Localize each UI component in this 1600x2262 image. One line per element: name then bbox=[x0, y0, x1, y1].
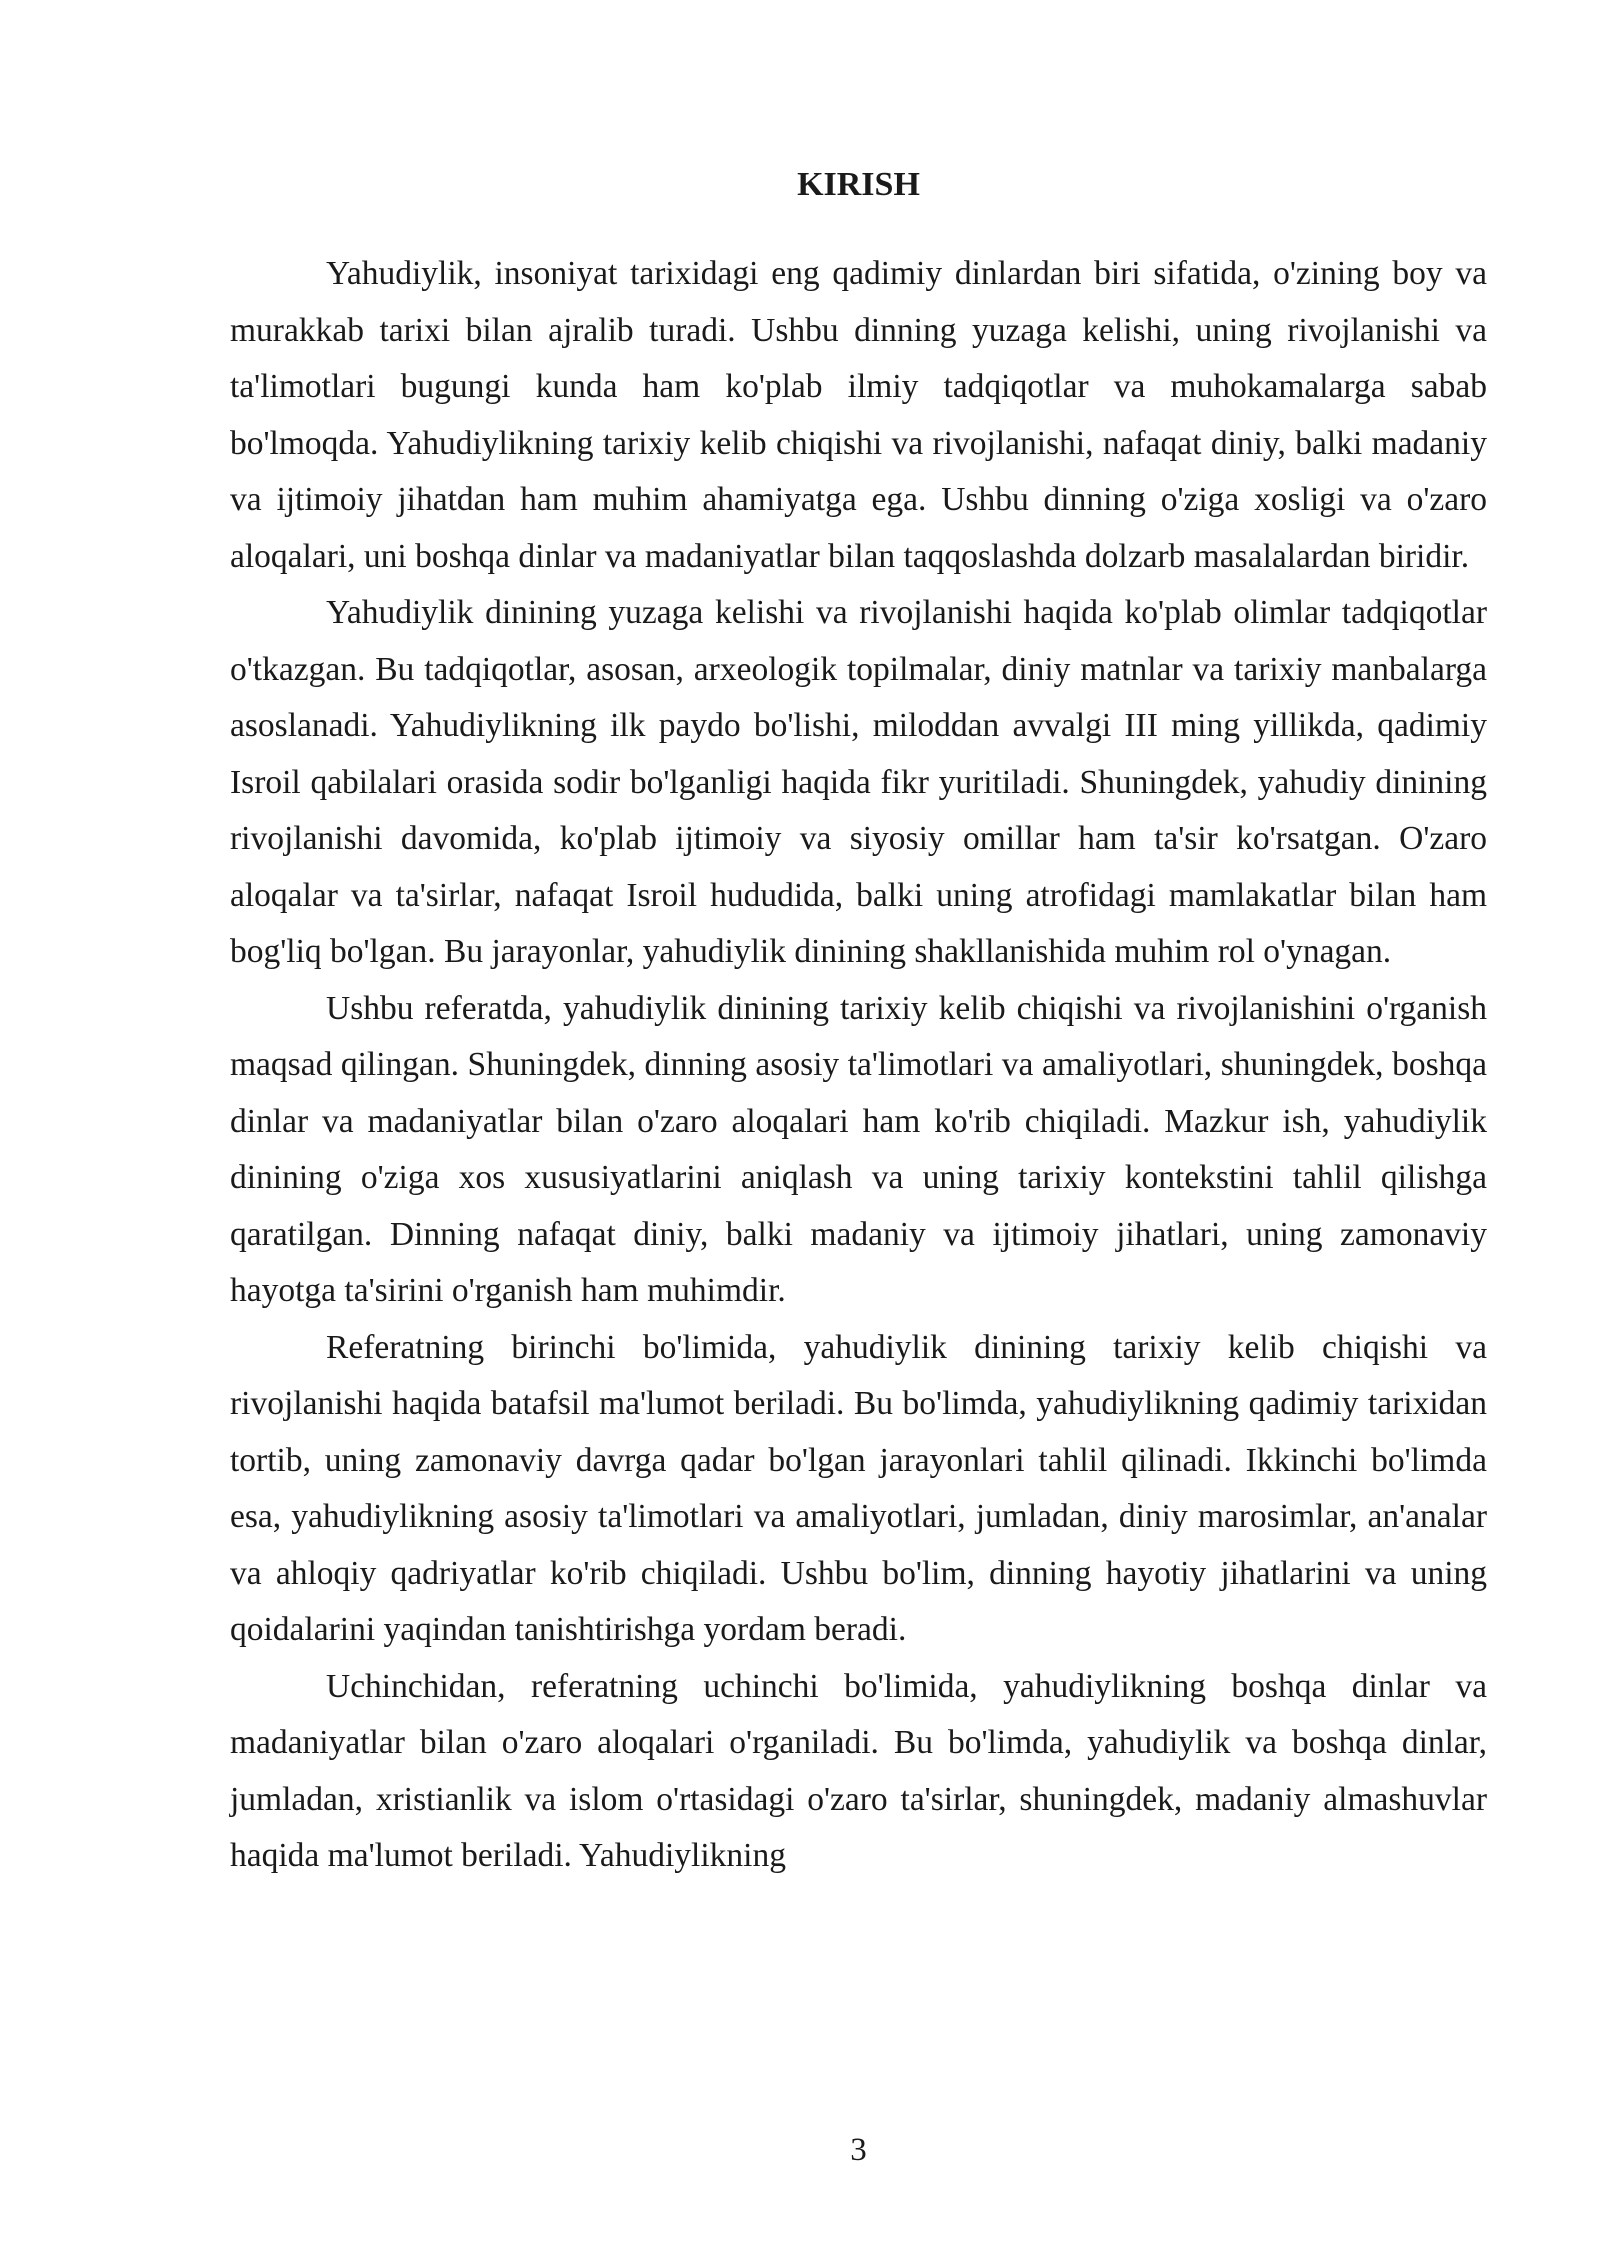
paragraph-1: Yahudiylik, insoniyat tarixidagi eng qadimiy dinlardan biri sifatida, o'zining boy va murakkab tarixi bilan ajralib turadi. Ushbu dinning yuzaga kelishi, uning rivojlanishi va ta'limotlari bugungi kunda ham ko'plab ilmiy tadqiqotlar va muhokamalarga sabab bo'lmoqda. Yahudiylikning tarixiy kelib chiqishi va rivojlanishi, nafaqat diniy, balki madaniy va ijtimoiy jihatdan ham muhim ahamiyatga ega. Ushbu dinning o'ziga xosligi va o'zaro aloqalari, uni boshqa dinlar va madaniyatlar bilan taqqoslashda dolzarb masalalardan biridir. bbox=[230, 255, 1487, 575]
document-page bbox=[230, 0, 1487, 2262]
body-text bbox=[230, 246, 1487, 1885]
page-number: 3 bbox=[850, 2132, 867, 2168]
page-title: KIRISH bbox=[797, 166, 920, 203]
paragraph-5: Uchinchidan, referatning uchinchi bo'limida, yahudiylikning boshqa dinlar va madaniyatlar bilan o'zaro aloqalari o'rganiladi. Bu bo'limda, yahudiylik va boshqa dinlar, jumladan, xristianlik va islom o'rtasidagi o'zaro ta'sirlar, shuningdek, madaniy almashuvlar haqida ma'lumot beriladi. Yahudiylikning bbox=[230, 1667, 1487, 1874]
paragraph-2: Yahudiylik dinining yuzaga kelishi va rivojlanishi haqida ko'plab olimlar tadqiqotlar o'tkazgan. Bu tadqiqotlar, asosan, arxeologik topilmalar, diniy matnlar va tarixiy manbalarga asoslanadi. Yahudiylikning ilk paydo bo'lishi, miloddan avvalgi III ming yillikda, qadimiy Isroil qabilalari orasida sodir bo'lganligi haqida fikr yuritiladi. Shuningdek, yahudiy dinining rivojlanishi davomida, ko'plab ijtimoiy va siyosiy omillar ham ta'sir ko'rsatgan. O'zaro aloqalar va ta'sirlar, nafaqat Isroil hududida, balki uning atrofidagi mamlakatlar bilan ham bog'liq bo'lgan. Bu jarayonlar, yahudiylik dinining shakllanishida muhim rol o'ynagan. bbox=[230, 594, 1487, 970]
paragraph-3: Ushbu referatda, yahudiylik dinining tarixiy kelib chiqishi va rivojlanishini o'rganish maqsad qilingan. Shuningdek, dinning asosiy ta'limotlari va amaliyotlari, shuningdek, boshqa dinlar va madaniyatlar bilan o'zaro aloqalari ham ko'rib chiqiladi. Mazkur ish, yahudiylik dinining o'ziga xos xususiyatlarini aniqlash va uning tarixiy kontekstini tahlil qilishga qaratilgan. Dinning nafaqat diniy, balki madaniy va ijtimoiy jihatlari, uning zamonaviy hayotga ta'sirini o'rganish ham muhimdir. bbox=[230, 989, 1487, 1309]
paragraph-4: Referatning birinchi bo'limida, yahudiylik dinining tarixiy kelib chiqishi va rivojlanishi haqida batafsil ma'lumot beriladi. Bu bo'limda, yahudiylikning qadimiy tarixidan tortib, uning zamonaviy davrga qadar bo'lgan jarayonlari tahlil qilinadi. Ikkinchi bo'limda esa, yahudiylikning asosiy ta'limotlari va amaliyotlari, jumladan, diniy marosimlar, an'analar va ahloqiy qadriyatlar ko'rib chiqiladi. Ushbu bo'lim, dinning hayotiy jihatlarini va uning qoidalarini yaqindan tanishtirishga yordam beradi. bbox=[230, 1328, 1487, 1648]
